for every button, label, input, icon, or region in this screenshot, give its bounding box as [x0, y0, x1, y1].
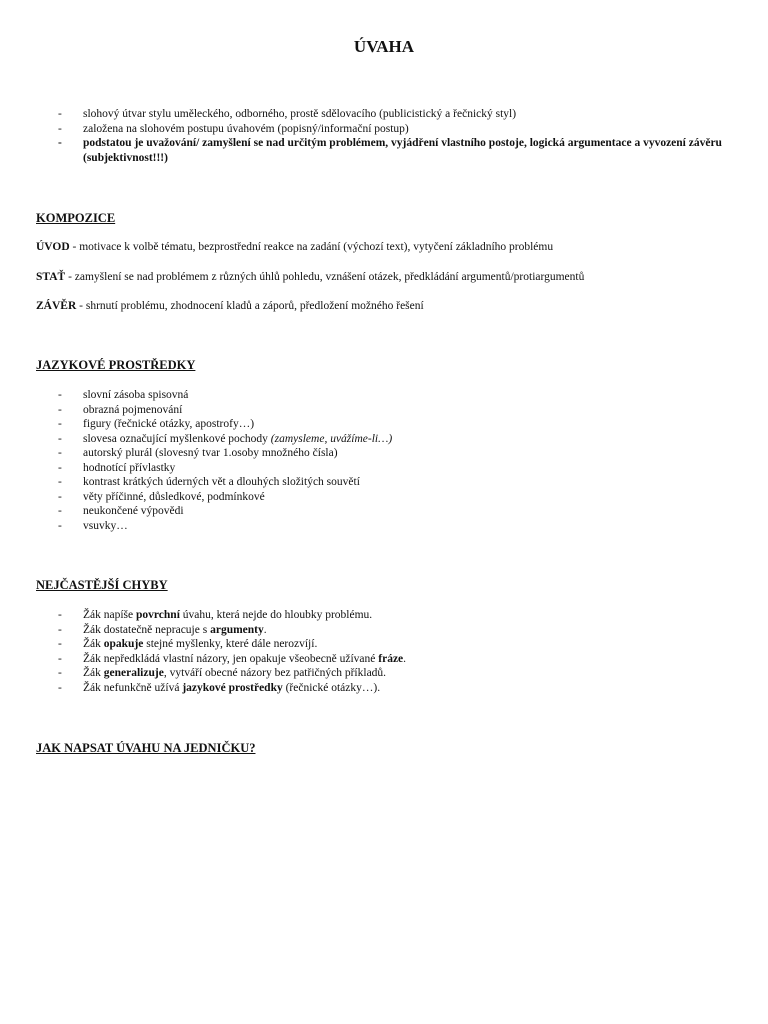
- list-item: - Žák generalizuje, vytváří obecné názory bez patřičných příkladů.: [56, 666, 736, 681]
- list-item: - slovní zásoba spisovná: [56, 388, 736, 403]
- list-item: - neukončené výpovědi: [56, 504, 736, 519]
- list-item: - hodnotící přívlastky: [56, 461, 736, 476]
- section-heading-kompozice: KOMPOZICE: [36, 211, 116, 225]
- zaver-text: - shrnutí problému, zhodnocení kladů a záporů, předložení možného řešení: [76, 300, 424, 312]
- list-item: - podstatou je uvažování/ zamyšlení se nad určitým problémem, vyjádření vlastního postoje, logická argumentace a vyvození závěru (subjektivnost!!!): [56, 136, 736, 165]
- list-item: - Žák napíše povrchní úvahu, která nejde do hloubky problému.: [56, 608, 736, 623]
- list-item: - slovesa označující myšlenkové pochody (zamysleme, uvážíme-li…): [56, 432, 736, 447]
- list-item: - založena na slohovém postupu úvahovém (popisný/informační postup): [56, 122, 736, 137]
- list-item: - Žák nefunkčně užívá jazykové prostředky (řečnické otázky…).: [56, 681, 736, 696]
- jazykove-list: [56, 388, 736, 533]
- zaver-label: ZÁVĚR: [36, 300, 77, 312]
- intro-list: [56, 107, 736, 165]
- section-heading-chyby: NEJČASTĚJŠÍ CHYBY: [36, 578, 168, 592]
- list-item: - figury (řečnické otázky, apostrofy…): [56, 417, 736, 432]
- stat-label: STAŤ: [36, 271, 66, 283]
- list-item: - věty příčinné, důsledkové, podmínkové: [56, 490, 736, 505]
- page-title: ÚVAHA: [353, 37, 415, 56]
- uvod-label: ÚVOD: [36, 241, 70, 253]
- list-item: - slohový útvar stylu uměleckého, odborného, prostě sdělovacího (publicistický a řečnický styl): [56, 107, 736, 122]
- section-heading-jazykove: JAZYKOVÉ PROSTŘEDKY: [36, 358, 196, 372]
- list-item: - Žák nepředkládá vlastní názory, jen opakuje všeobecně užívané fráze.: [56, 652, 736, 667]
- uvod-text: - motivace k volbě tématu, bezprostřední reakce na zadání (výchozí text), vytyčení základního problému: [69, 241, 554, 253]
- list-item: - Žák dostatečně nepracuje s argumenty.: [56, 623, 736, 638]
- list-item: - vsuvky…: [56, 519, 736, 534]
- chyby-list: [56, 608, 736, 695]
- list-item: - autorský plurál (slovesný tvar 1.osoby množného čísla): [56, 446, 736, 461]
- list-item: - obrazná pojmenování: [56, 403, 736, 418]
- paragraph-stat: [36, 270, 736, 285]
- list-item: - kontrast krátkých úderných vět a dlouhých složitých souvětí: [56, 475, 736, 490]
- list-item: - Žák opakuje stejné myšlenky, které dále nerozvíjí.: [56, 637, 736, 652]
- stat-text: - zamyšlení se nad problémem z různých úhlů pohledu, vznášení otázek, předkládání argumentů/protiargumentů: [65, 271, 585, 283]
- section-heading-jak-napsat: JAK NAPSAT ÚVAHU NA JEDNIČKU?: [36, 741, 256, 755]
- paragraph-uvod: [36, 240, 736, 255]
- paragraph-zaver: [36, 299, 736, 314]
